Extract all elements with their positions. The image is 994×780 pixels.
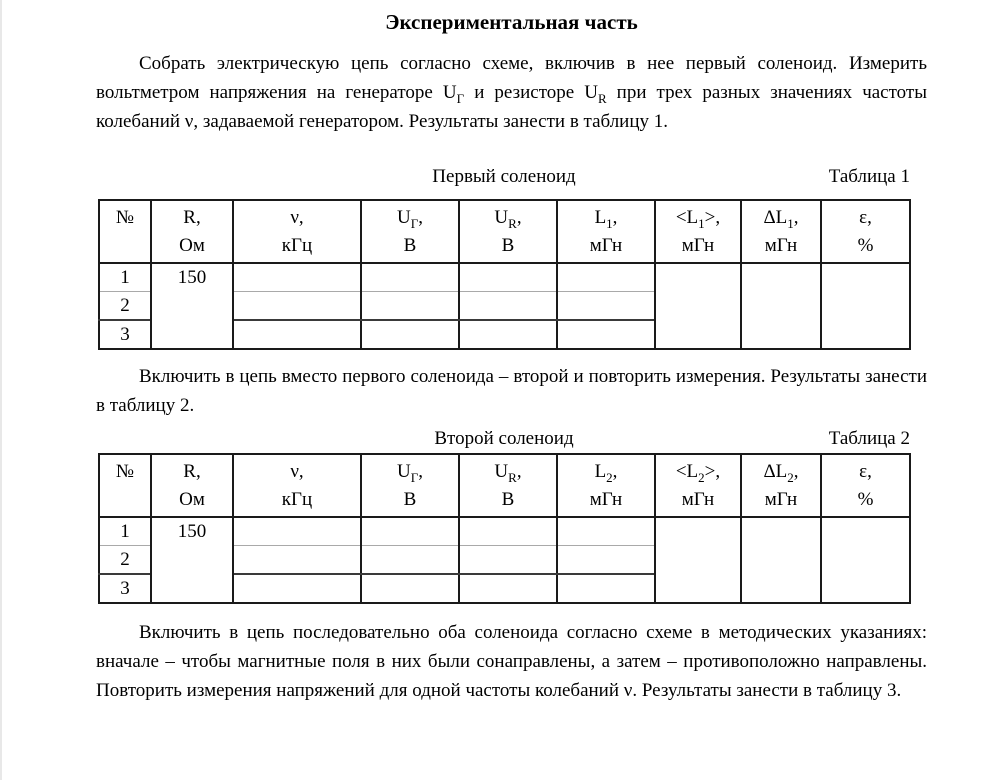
empty-result-cell xyxy=(821,263,910,349)
header-unit-line: Ом xyxy=(179,489,205,510)
subscript-text: R xyxy=(597,90,607,106)
subscript-text: 2 xyxy=(698,469,705,485)
text-run: № xyxy=(115,461,135,482)
header-unit-line: Ом xyxy=(179,235,205,256)
text-run: , xyxy=(793,207,799,228)
paragraph-instructions-table3 xyxy=(96,618,927,705)
text-run: <L xyxy=(675,207,699,228)
empty-measurement-cell xyxy=(557,546,655,575)
column-header-cell xyxy=(741,200,821,263)
subscript-text: 1 xyxy=(698,215,705,231)
text-run: , xyxy=(516,461,522,482)
header-row xyxy=(99,454,910,517)
text-run: <L xyxy=(675,461,699,482)
subscript-text: 2 xyxy=(606,469,613,485)
empty-measurement-cell xyxy=(361,320,459,349)
column-header-cell xyxy=(459,200,557,263)
text-run: , xyxy=(612,207,618,228)
header-unit-line: В xyxy=(501,489,515,510)
text-run: , xyxy=(612,461,618,482)
paragraph-instructions-table1 xyxy=(96,49,927,136)
text-run: R, xyxy=(183,461,201,482)
header-unit-line: В xyxy=(501,235,515,256)
table-first-solenoid xyxy=(98,199,911,350)
resistance-value-cell: 150 xyxy=(151,263,233,349)
empty-measurement-cell xyxy=(557,263,655,292)
document-page xyxy=(96,0,927,705)
header-unit-line: кГц xyxy=(281,489,313,510)
column-header-cell xyxy=(459,454,557,517)
empty-measurement-cell xyxy=(361,574,459,603)
table1-number-label: Таблица 1 xyxy=(828,166,910,187)
header-symbol-line xyxy=(362,204,458,232)
text-run: Включить в цепь вместо первого соленоида – второй и повторить измерения. Результаты занести в таблицу 2. xyxy=(96,366,927,416)
empty-result-cell xyxy=(741,517,821,603)
header-symbol-line xyxy=(100,458,150,486)
empty-result-cell xyxy=(741,263,821,349)
empty-measurement-cell xyxy=(233,546,361,575)
header-symbol-line xyxy=(558,458,654,486)
table2-caption: Второй соленоид xyxy=(434,428,574,449)
subscript-text: 1 xyxy=(606,215,613,231)
header-unit-line: В xyxy=(403,489,417,510)
header-unit-line: мГн xyxy=(764,489,798,510)
subscript-text: R xyxy=(508,215,517,231)
text-run: L xyxy=(594,461,607,482)
header-symbol-line xyxy=(362,458,458,486)
row-number-cell: 3 xyxy=(99,320,151,349)
empty-measurement-cell xyxy=(233,263,361,292)
header-symbol-line xyxy=(234,204,360,232)
column-header-cell xyxy=(233,200,361,263)
header-unit-line: мГн xyxy=(764,235,798,256)
column-header-cell xyxy=(557,200,655,263)
text-run: Собрать электрическую цепь согласно схеме, включив в нее первый соленоид. Измерить вольтметром напряжения на генераторе U xyxy=(96,53,927,103)
empty-measurement-cell xyxy=(459,546,557,575)
text-run: ε, xyxy=(859,207,872,228)
empty-measurement-cell xyxy=(233,292,361,321)
empty-measurement-cell xyxy=(557,292,655,321)
table1-caption-row xyxy=(98,162,910,191)
header-unit-line: % xyxy=(857,235,874,256)
header-unit-line: % xyxy=(857,489,874,510)
empty-measurement-cell xyxy=(459,292,557,321)
text-run: ν, xyxy=(290,207,304,228)
header-unit-line: мГн xyxy=(589,489,623,510)
header-symbol-line xyxy=(558,204,654,232)
column-header-cell xyxy=(361,200,459,263)
text-run: U xyxy=(494,207,509,228)
header-unit-line: мГн xyxy=(589,235,623,256)
empty-measurement-cell xyxy=(361,263,459,292)
row-number-cell: 2 xyxy=(99,292,151,321)
column-header-cell xyxy=(233,454,361,517)
column-header-cell xyxy=(655,200,741,263)
empty-result-cell xyxy=(821,517,910,603)
empty-result-cell xyxy=(655,263,741,349)
subscript-text: Г xyxy=(410,215,419,231)
text-run: , xyxy=(793,461,799,482)
table2-caption-row xyxy=(98,424,910,453)
header-unit-line: В xyxy=(403,235,417,256)
column-header-cell xyxy=(99,454,151,517)
page-title: Экспериментальная часть xyxy=(385,10,638,34)
empty-measurement-cell xyxy=(233,517,361,546)
text-run: ΔL xyxy=(763,461,788,482)
header-row xyxy=(99,200,910,263)
text-run: , xyxy=(418,461,423,482)
column-header-cell xyxy=(557,454,655,517)
header-symbol-line xyxy=(152,458,232,486)
subscript-text: 2 xyxy=(787,469,794,485)
empty-measurement-cell xyxy=(459,517,557,546)
text-run: ν, xyxy=(290,461,304,482)
column-header-cell xyxy=(151,200,233,263)
resistance-value-cell: 150 xyxy=(151,517,233,603)
text-run: U xyxy=(397,461,411,482)
text-run: № xyxy=(115,207,135,228)
header-symbol-line xyxy=(100,204,150,232)
text-run: >, xyxy=(704,207,721,228)
column-header-cell xyxy=(655,454,741,517)
header-symbol-line xyxy=(234,458,360,486)
empty-measurement-cell xyxy=(361,546,459,575)
data-row-1 xyxy=(99,517,910,546)
text-run: Включить в цепь последовательно оба соленоида согласно схеме в методических указаниях: вначале – чтобы магнитные поля в них были сонаправлены, а затем – противоположно направлены. Повторить измерения напряжений для одной частоты колебаний ν. Результаты занести в таблицу 3. xyxy=(96,622,927,701)
empty-measurement-cell xyxy=(459,263,557,292)
empty-measurement-cell xyxy=(233,574,361,603)
empty-measurement-cell xyxy=(557,574,655,603)
column-header-cell xyxy=(151,454,233,517)
table2-number-label: Таблица 2 xyxy=(828,428,910,449)
column-header-cell xyxy=(99,200,151,263)
header-unit-line: мГн xyxy=(681,235,715,256)
row-number-cell: 1 xyxy=(99,263,151,292)
header-symbol-line xyxy=(460,458,556,486)
subscript-text: 1 xyxy=(787,215,794,231)
row-number-cell: 3 xyxy=(99,574,151,603)
subscript-text: Г xyxy=(410,469,419,485)
table1-caption: Первый соленоид xyxy=(432,166,576,187)
empty-measurement-cell xyxy=(361,292,459,321)
data-row-1 xyxy=(99,263,910,292)
row-number-cell: 1 xyxy=(99,517,151,546)
text-run: ε, xyxy=(859,461,872,482)
text-run: , xyxy=(418,207,423,228)
column-header-cell xyxy=(821,454,910,517)
text-run: при трех разных значениях частоты колебаний ν, задаваемой генератором. Результаты занести в таблицу 1. xyxy=(96,82,927,132)
text-run: , xyxy=(516,207,522,228)
header-unit-line: мГн xyxy=(681,489,715,510)
header-symbol-line xyxy=(656,204,740,232)
text-run: >, xyxy=(704,461,721,482)
text-run: U xyxy=(494,461,509,482)
header-symbol-line xyxy=(742,458,820,486)
header-symbol-line xyxy=(152,204,232,232)
text-run: U xyxy=(397,207,411,228)
header-symbol-line xyxy=(742,204,820,232)
header-symbol-line xyxy=(656,458,740,486)
paragraph-instructions-table2 xyxy=(96,362,927,420)
header-symbol-line xyxy=(822,204,909,232)
header-unit-line: кГц xyxy=(281,235,313,256)
subscript-text: R xyxy=(508,469,517,485)
empty-result-cell xyxy=(655,517,741,603)
column-header-cell xyxy=(821,200,910,263)
empty-measurement-cell xyxy=(557,320,655,349)
column-header-cell xyxy=(741,454,821,517)
table-second-solenoid xyxy=(98,453,911,604)
text-run: R, xyxy=(183,207,201,228)
empty-measurement-cell xyxy=(557,517,655,546)
row-number-cell: 2 xyxy=(99,546,151,575)
empty-measurement-cell xyxy=(361,517,459,546)
header-symbol-line xyxy=(822,458,909,486)
header-symbol-line xyxy=(460,204,556,232)
empty-measurement-cell xyxy=(233,320,361,349)
text-run: L xyxy=(594,207,607,228)
column-header-cell xyxy=(361,454,459,517)
subscript-text: Г xyxy=(456,90,465,106)
text-run: и резисторе U xyxy=(464,82,598,103)
empty-measurement-cell xyxy=(459,574,557,603)
text-run: ΔL xyxy=(763,207,788,228)
empty-measurement-cell xyxy=(459,320,557,349)
